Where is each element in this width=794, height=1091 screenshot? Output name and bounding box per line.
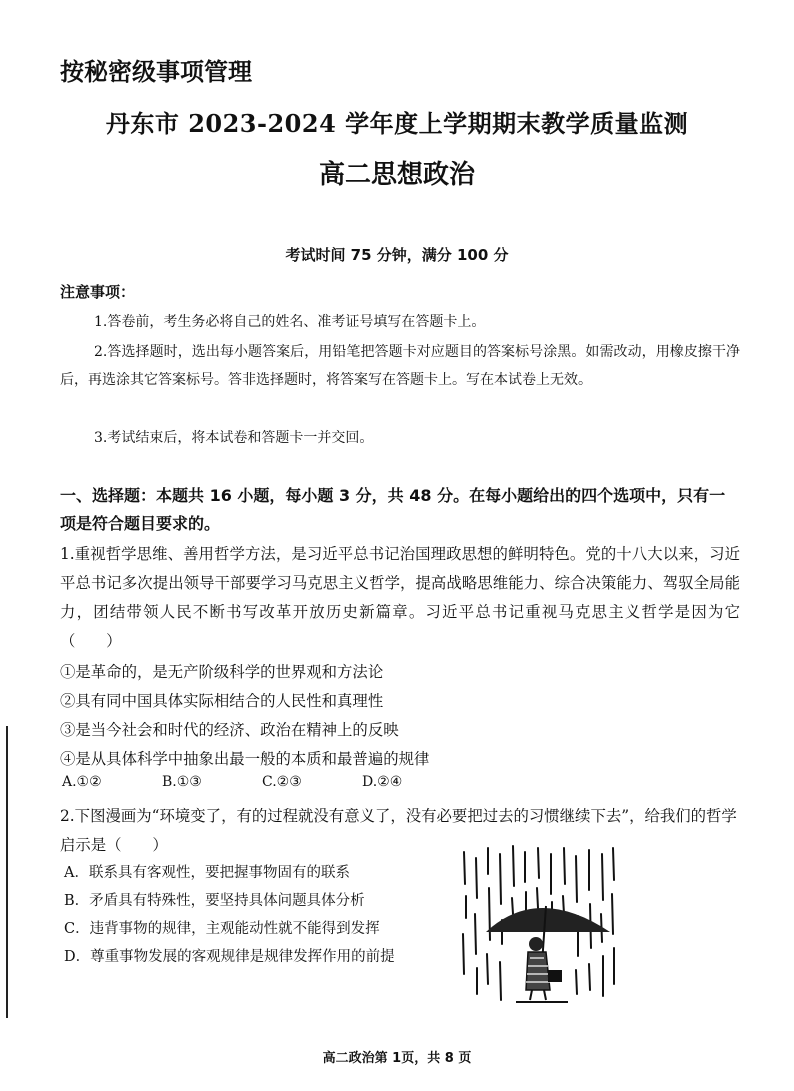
question-1-item-4: ④是从具体科学中抽象出最一般的本质和最普遍的规律 xyxy=(60,750,430,768)
question-2-option-b: B．矛盾具有特殊性，要坚持具体问题具体分析 xyxy=(64,893,365,909)
question-1-item-3: ③是当今社会和时代的经济、政治在精神上的反映 xyxy=(60,721,399,739)
subject-title: 高二思想政治 xyxy=(318,160,475,190)
note-item-1: 1.答卷前，考生务必将自己的姓名、准考证号填写在答题卡上。 xyxy=(94,314,486,330)
exam-info: 考试时间 75 分钟，满分 100 分 xyxy=(285,246,509,264)
question-1-answers xyxy=(62,774,462,790)
note-item-3: 3.考试结束后，将本试卷和答题卡一并交回。 xyxy=(94,430,374,446)
rain-umbrella-cartoon-image xyxy=(458,844,618,1006)
question-1-item-2: ②具有同中国具体实际相结合的人民性和真理性 xyxy=(60,692,384,710)
question-2-option-d: D．尊重事物发展的客观规律是规律发挥作用的前提 xyxy=(64,949,395,965)
note-item-2: 2.答选择题时，选出每小题答案后，用铅笔把答题卡对应题目的答案标号涂黑。如需改动，用橡皮擦干净后，再选涂其它答案标号。答非选择题时，将答案写在答题卡上。写在本试卷上无效。 xyxy=(60,344,740,388)
question-2-option-a: A．联系具有客观性，要把握事物固有的联系 xyxy=(64,865,350,881)
notes-title: 注意事项： xyxy=(60,283,136,301)
section-heading: 一、选择题：本题共 16 小题，每小题 3 分，共 48 分。在每小题给出的四个选项中，只有一项是符合题目要求的。 xyxy=(60,486,726,533)
margin-mark xyxy=(6,726,8,1018)
answer-a: A.①② xyxy=(62,774,102,790)
answer-b: B.①③ xyxy=(162,774,202,790)
answer-c: C.②③ xyxy=(262,774,302,790)
question-1-item-1: ①是革命的，是无产阶级科学的世界观和方法论 xyxy=(60,663,384,681)
question-2-stem: 2.下图漫画为“环境变了，有的过程就没有意义了，没有必要把过去的习惯继续下去”，给我们的哲学启示是（ ） xyxy=(60,807,737,854)
page-footer: 高二政治第 1页，共 8 页 xyxy=(322,1051,472,1066)
question-1-stem: 1.重视哲学思维、善用哲学方法，是习近平总书记治国理政思想的鲜明特色。党的十八大以来，习近平总书记多次提出领导干部要学习马克思主义哲学，提高战略思维能力、综合决策能力、驾驭全局能力，团结带领人民不断书写改革开放历史新篇章。习近平总书记重视马克思主义哲学是因为它（ ） xyxy=(60,545,740,650)
answer-d: D.②④ xyxy=(362,774,403,790)
confidential-label: 按秘密级事项管理 xyxy=(60,58,252,86)
exam-title: 丹东市 2023-2024 学年度上学期期末教学质量监测 xyxy=(105,109,689,138)
question-2-option-c: C．违背事物的规律，主观能动性就不能得到发挥 xyxy=(64,921,380,937)
